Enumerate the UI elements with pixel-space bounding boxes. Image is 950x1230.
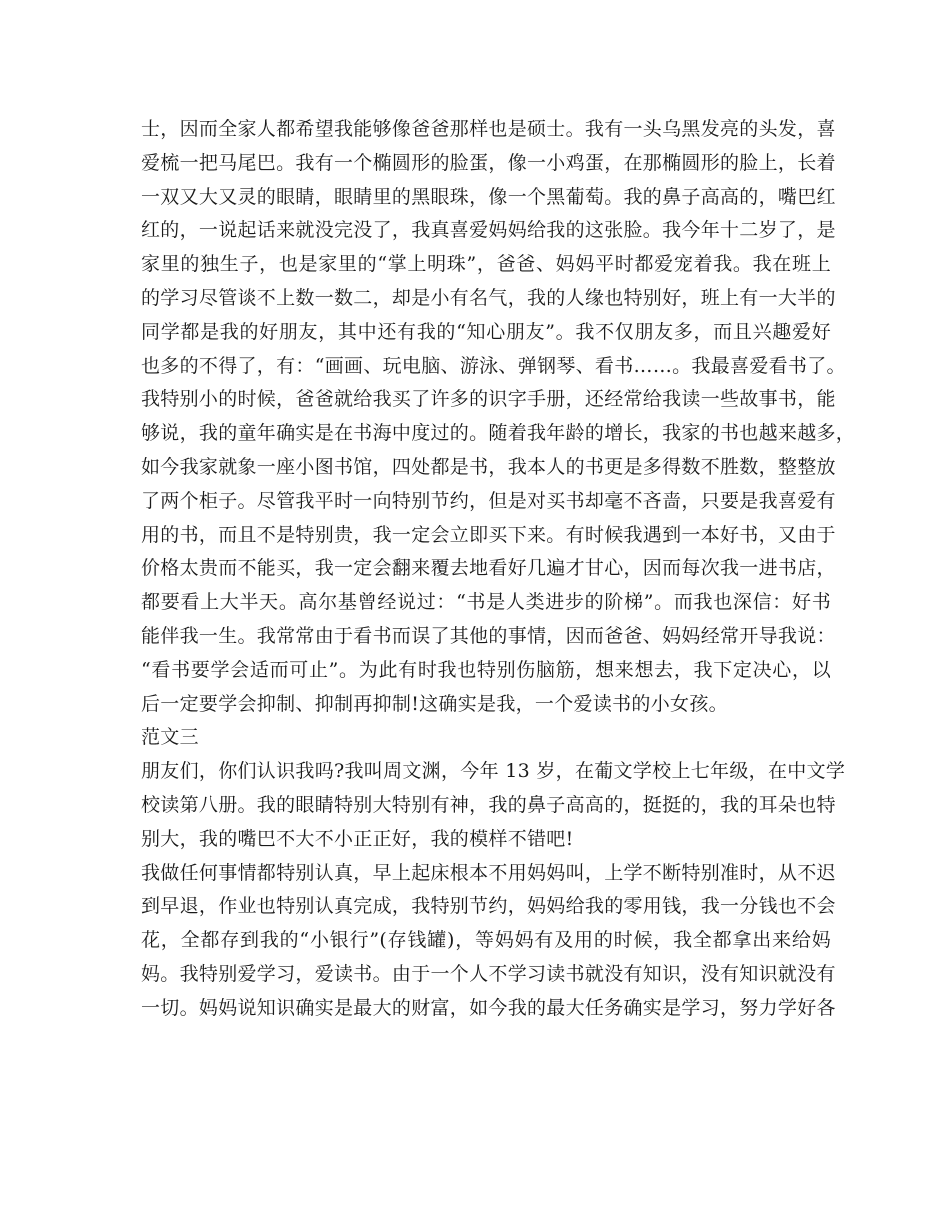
text-line: 能伴我一生。我常常由于看书而误了其他的事情，因而爸爸、妈妈经常开导我说：: [141, 624, 836, 647]
text-line: 士，因而全家人都希望我能够像爸爸那样也是硕士。我有一头乌黑发亮的头发，喜: [141, 118, 836, 140]
text-line: 花，全都存到我的“小银行”(存钱罐)，等妈妈有及用的时候，我全都拿出来给妈: [141, 929, 831, 952]
text-line: 妈。我特别爱学习，爱读书。由于一个人不学习读书就没有知识，没有知识就没有: [141, 962, 836, 985]
text-line: 家里的独生子，也是家里的“掌上明珠”，爸爸、妈妈平时都爱宠着我。我在班上: [141, 253, 831, 276]
text-line: 别大，我的嘴巴不大不小正正好，我的模样不错吧!: [141, 827, 574, 850]
text-line: 一双又大又灵的眼睛，眼睛里的黑眼珠，像一个黑葡萄。我的鼻子高高的，嘴巴红: [141, 185, 836, 208]
text-line: 朋友们，你们认识我吗?我叫周文渊，今年 13 岁，在葡文学校上七年级，在中文学: [141, 760, 846, 783]
text-line: 校读第八册。我的眼睛特别大特别有神，我的鼻子高高的，挺挺的，我的耳朵也特: [141, 793, 836, 816]
text-line: 价格太贵而不能买，我一定会翻来覆去地看好几遍才甘心，因而每次我一进书店，: [141, 557, 836, 580]
text-line: 的学习尽管谈不上数一数二，却是小有名气，我的人缘也特别好，班上有一大半的: [141, 286, 836, 309]
section-heading: 范文三: [141, 726, 199, 749]
text-line: 够说，我的童年确实是在书海中度过的。随着我年龄的增长，我家的书也越来越多，: [141, 422, 856, 445]
text-line: 到早退，作业也特别认真完成，我特别节约，妈妈给我的零用钱，我一分钱也不会: [141, 895, 836, 918]
text-line: 用的书，而且不是特别贵，我一定会立即买下来。有时候我遇到一本好书，又由于: [141, 523, 836, 546]
document-body: [141, 113, 856, 1026]
text-line: “看书要学会适而可止”。为此有时我也特别伤脑筋，想来想去，我下定决心，以: [141, 658, 831, 681]
text-line: 一切。妈妈说知识确实是最大的财富，如今我的最大任务确实是学习，努力学好各: [141, 996, 836, 1019]
text-line: 如今我家就象一座小图书馆，四处都是书，我本人的书更是多得数不胜数，整整放: [141, 455, 836, 478]
text-line: 我特别小的时候，爸爸就给我买了许多的识字手册，还经常给我读一些故事书，能: [141, 388, 836, 411]
text-line: 我做任何事情都特别认真，早上起床根本不用妈妈叫，上学不断特别准时，从不迟: [141, 861, 836, 884]
text-line: 也多的不得了，有：“画画、玩电脑、游泳、弹钢琴、看书……。我最喜爱看书了。: [141, 354, 846, 377]
text-line: 红的，一说起话来就没完没了，我真喜爱妈妈给我的这张脸。我今年十二岁了，是: [141, 219, 836, 242]
text-line: 爱梳一把马尾巴。我有一个椭圆形的脸蛋，像一小鸡蛋，在那椭圆形的脸上，长着: [141, 151, 836, 174]
text-line: 同学都是我的好朋友，其中还有我的“知心朋友”。我不仅朋友多，而且兴趣爱好: [141, 320, 831, 343]
text-line: 了两个柜子。尽管我平时一向特别节约，但是对买书却毫不吝啬，只要是我喜爱有: [141, 489, 836, 512]
text-line: 后一定要学会抑制、抑制再抑制!这确实是我，一个爱读书的小女孩。: [141, 692, 728, 715]
text-line: 都要看上大半天。高尔基曾经说过：“书是人类进步的阶梯”。而我也深信：好书: [141, 591, 831, 614]
